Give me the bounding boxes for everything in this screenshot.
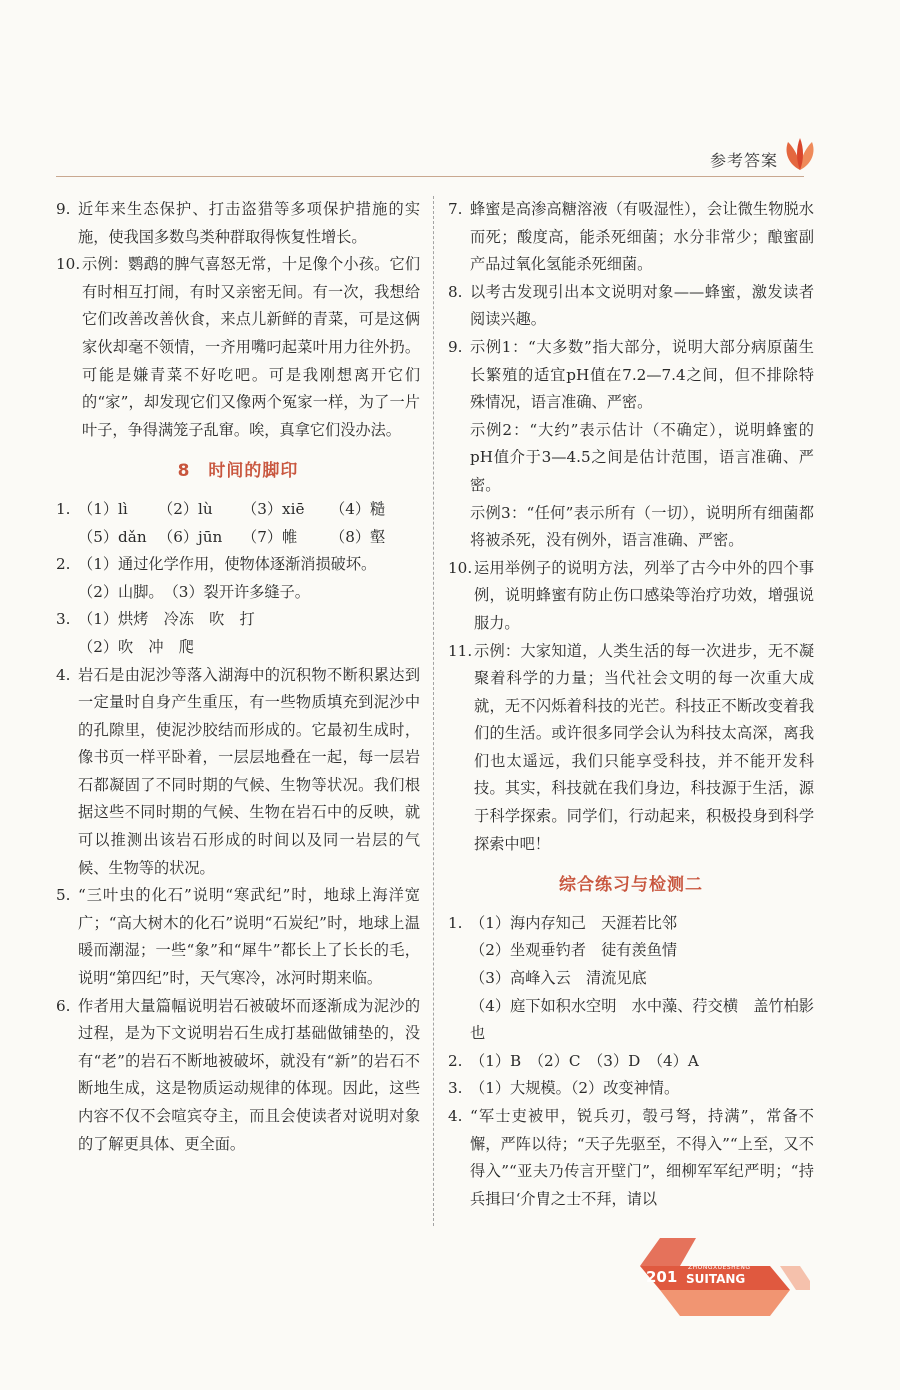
item-number: 4. (56, 665, 71, 684)
answer-cell: （3）xiē (242, 499, 305, 518)
item-number: 7. (448, 200, 463, 218)
item-number: 1. (56, 499, 71, 518)
answer-cell: （8）壑 (330, 527, 386, 546)
answer-item (56, 882, 420, 992)
answer-item (56, 496, 420, 551)
section-title: 8 时间的脚印 (177, 461, 299, 482)
answer-item (448, 196, 814, 279)
answer-item (448, 279, 814, 334)
answer-cell: （1）lì (78, 499, 128, 518)
item-text: （1）B （2）C （3）D （4）A (470, 1051, 699, 1070)
item-number: 1. (448, 913, 463, 932)
answer-cell: （4）糙 (330, 499, 386, 518)
answer-item (448, 555, 814, 638)
answer-item (56, 551, 420, 606)
answer-cell: （7）帷 (242, 527, 298, 546)
leaf-logo-icon (780, 138, 820, 172)
item-text: 蜂蜜是高渗高糖溶液（有吸湿性），会让微生物脱水而死；酸度高，能杀死细菌；水分非常少；酿蜜副产品过氧化氢能杀死细菌。 (470, 200, 814, 274)
answer-line: （1）烘烤 冷冻 吹 打 (78, 610, 255, 629)
item-text: （1）大规模。（2）改变神情。 (470, 1079, 680, 1098)
answer-item (448, 1075, 814, 1103)
answer-line: （2）山脚。 （3）裂开许多缝子。 (78, 582, 310, 601)
example-paragraph: 示例1：“大多数”指大部分，说明大部分病原菌生长繁殖的适宜pH值在7.2—7.4之间，但不排除特殊情况，语言准确、严密。 (470, 337, 814, 412)
item-text: 作者用大量篇幅说明岩石被破坏而逐渐成为泥沙的过程，是为下文说明岩石生成打基础做铺垫的，没有“老”的岩石不断地被破坏，就没有“新”的岩石不断地生成，这是物质运动规律的体现。因此，这些内容不仅不会喧宾夺主，而且会使读者对说明对象的了解更具体、更全面。 (78, 996, 420, 1153)
brand-subtitle: ZHONGXUESHENG (688, 1264, 751, 1271)
item-number: 4. (448, 1107, 463, 1125)
section-title: 综合练习与检测二 (559, 875, 703, 896)
answer-cell: （2）lù (158, 499, 213, 518)
item-text: 运用举例子的说明方法，列举了古今中外的四个事例，说明蜂蜜有防止伤口感染等治疗功效，增强说服力。 (474, 558, 814, 632)
item-number: 8. (448, 282, 463, 301)
item-text: 示例：鹦鹉的脾气喜怒无常，十足像个小孩。它们有时相互打闹，有时又亲密无间。有一次，我想给它们改善改善伙食，来点儿新鲜的青菜，可是这俩家伙却毫不领情，一齐用嘴叼起菜叶用力往外扔。可能是嫌青菜不好吃吧。可是我刚想离开它们的“家”，却发现它们又像两个冤家一样，为了一片叶子，争得满笼子乱窜。唉，真拿它们没办法。 (82, 255, 420, 439)
answer-row (78, 524, 420, 552)
item-number: 2. (56, 555, 71, 574)
page-number: 201 (646, 1268, 678, 1286)
answer-row (78, 496, 420, 524)
answer-cell: （6）jūn (158, 527, 223, 546)
answer-line: （2）坐观垂钓者 徒有羡鱼情 (470, 941, 678, 960)
answer-item (448, 1103, 814, 1213)
column-divider (433, 196, 434, 1226)
item-text: “三叶虫的化石”说明“寒武纪”时，地球上海洋宽广；“高大树木的化石”说明“石炭纪”时，地球上温暖而潮湿；一些“象”和“犀牛”都长上了长长的毛，说明“第四纪”时，天气寒冷，冰河时期来临。 (78, 886, 420, 988)
pinyin-answers (78, 496, 420, 551)
answer-item (56, 662, 420, 883)
answer-item (448, 910, 814, 1048)
item-text: “军士吏被甲，锐兵刃，彀弓弩，持满”，常备不懈，严阵以待；“天子先驱至，不得入”“上至，又不得入”“亚夫乃传言开壁门”，细柳军军纪严明；“持兵揖曰‘介胄之士不拜，请以 (470, 1107, 814, 1208)
right-column (448, 196, 814, 1213)
item-number: 9. (56, 200, 71, 218)
header-rule (56, 176, 804, 177)
answer-item (56, 196, 420, 251)
item-text: 岩石是由泥沙等落入湖海中的沉积物不断积累达到一定量时自身产生重压，有一些物质填充到泥沙中的孔隙里，使泥沙胶结而形成的。它最初生成时，像书页一样平卧着，一层层地叠在一起，每一层岩石都凝固了不同时期的气候、生物等状况。我们根据这些不同时期的气候、生物在岩石中的反映，就可以推测出该岩石形成的时间以及同一岩层的气候、生物等的状况。 (78, 665, 420, 877)
item-number: 10. (448, 558, 473, 577)
item-text: 示例：大家知道，人类生活的每一次进步，无不凝聚着科学的力量；当代社会文明的每一次重大成就，无不闪烁着科技的光芒。科技正不断改变着我们的生活。或许很多同学会认为科技太高深，离我们也太遥远，我们只能享受科技，并不能开发科技。其实，科技就在我们身边，科技源于生活，源于科学探索。同学们，行动起来，积极投身到科学探索中吧！ (474, 641, 814, 853)
item-number: 10. (56, 255, 81, 274)
left-column (56, 196, 420, 1158)
item-number: 2. (448, 1051, 463, 1070)
item-number: 3. (56, 610, 71, 629)
item-text: 近年来生态保护、打击盗猎等多项保护措施的实施，使我国多数鸟类种群取得恢复性增长。 (78, 200, 420, 246)
page-header (56, 148, 820, 174)
answer-line: （4）庭下如积水空明 水中藻、荇交横 盖竹柏影也 (470, 996, 814, 1043)
brand-name: SUITANG (686, 1272, 746, 1286)
answer-line: （1）通过化学作用，使物体逐渐消损破坏。 (78, 555, 377, 574)
item-number: 6. (56, 996, 71, 1015)
answer-item (448, 1048, 814, 1076)
item-number: 3. (448, 1079, 463, 1098)
answer-item (448, 334, 814, 555)
answer-item (56, 251, 420, 444)
answer-cell: （5）dǎn (78, 527, 147, 546)
item-number: 11. (448, 641, 473, 660)
answer-item (56, 606, 420, 661)
answer-line: （1）海内存知己 天涯若比邻 (470, 913, 678, 932)
item-number: 9. (448, 337, 463, 356)
answer-line: （2）吹 冲 爬 (78, 637, 194, 656)
item-text: 以考古发现引出本文说明对象——蜂蜜，激发读者阅读兴趣。 (470, 282, 814, 329)
answer-item (56, 993, 420, 1159)
item-number: 5. (56, 886, 71, 905)
example-paragraph: 示例2：“大约”表示估计（不确定），说明蜂蜜的pH值介于3—4.5之间是估计范围，语言准确、严密。 (470, 420, 814, 494)
example-paragraph: 示例3：“任何”表示所有（一切），说明所有细菌都将被杀死，没有例外，语言准确、严密。 (470, 503, 814, 550)
answer-line: （3）高峰入云 清流见底 (470, 969, 647, 988)
header-title: 参考答案 (709, 151, 778, 170)
answer-item (448, 638, 814, 859)
